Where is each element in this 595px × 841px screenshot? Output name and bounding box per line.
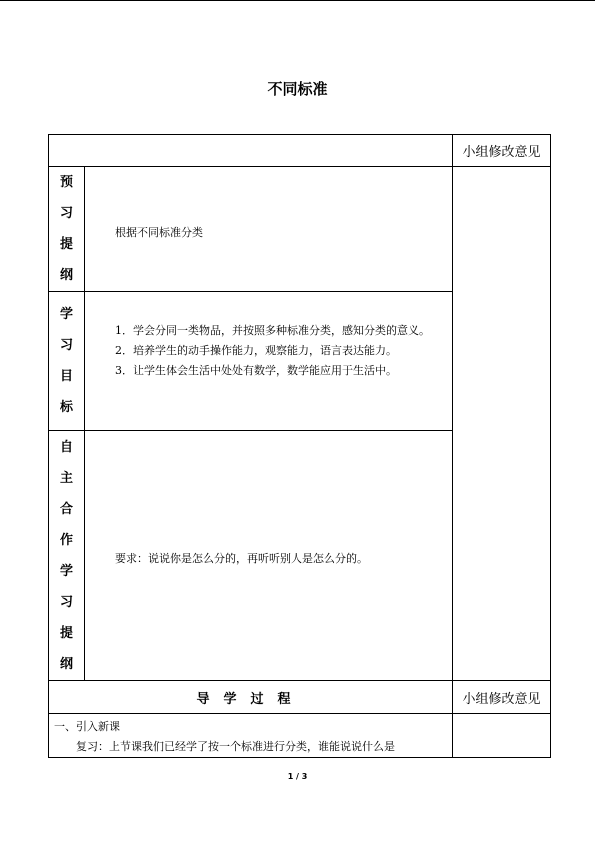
goal-item: 3．让学生体会生活中处处有数学，数学能应用于生活中。 — [115, 364, 397, 377]
section-content-goals — [93, 321, 445, 381]
row-divider — [49, 291, 452, 292]
column-divider — [452, 135, 453, 757]
page-number: 1 / 3 — [287, 772, 308, 781]
row-divider — [49, 713, 550, 714]
process-line: 一、引入新课 — [54, 720, 120, 733]
goal-item: 1．学会分同一类物品，并按照多种标准分类，感知分类的意义。 — [115, 324, 430, 337]
process-header: 导学过程 — [196, 691, 305, 707]
section-content-cooperative: 要求：说说你是怎么分的，再听听别人是怎么分的。 — [115, 552, 368, 565]
goal-item: 2．培养学生的动手操作能力，观察能力，语言表达能力。 — [115, 344, 397, 357]
section-content-preview: 根据不同标准分类 — [115, 226, 203, 239]
process-content — [54, 717, 449, 757]
row-divider — [49, 166, 550, 167]
row-divider — [49, 430, 452, 431]
top-border-line — [0, 0, 595, 1]
column-divider — [84, 166, 85, 680]
lesson-table — [48, 134, 551, 758]
opinion-header: 小组修改意见 — [462, 145, 541, 160]
opinion-header-2: 小组修改意见 — [462, 691, 541, 707]
process-line: 复习：上节课我们已经学了按一个标准进行分类，谁能说说什么是 — [76, 740, 395, 753]
section-label-preview: 预 习 提 纲 — [59, 175, 73, 283]
section-label-goals: 学 习 目 标 — [59, 307, 73, 415]
document-title: 不同标准 — [267, 80, 328, 98]
section-label-cooperative: 自 主 合 作 学 习 提 纲 — [59, 439, 73, 672]
